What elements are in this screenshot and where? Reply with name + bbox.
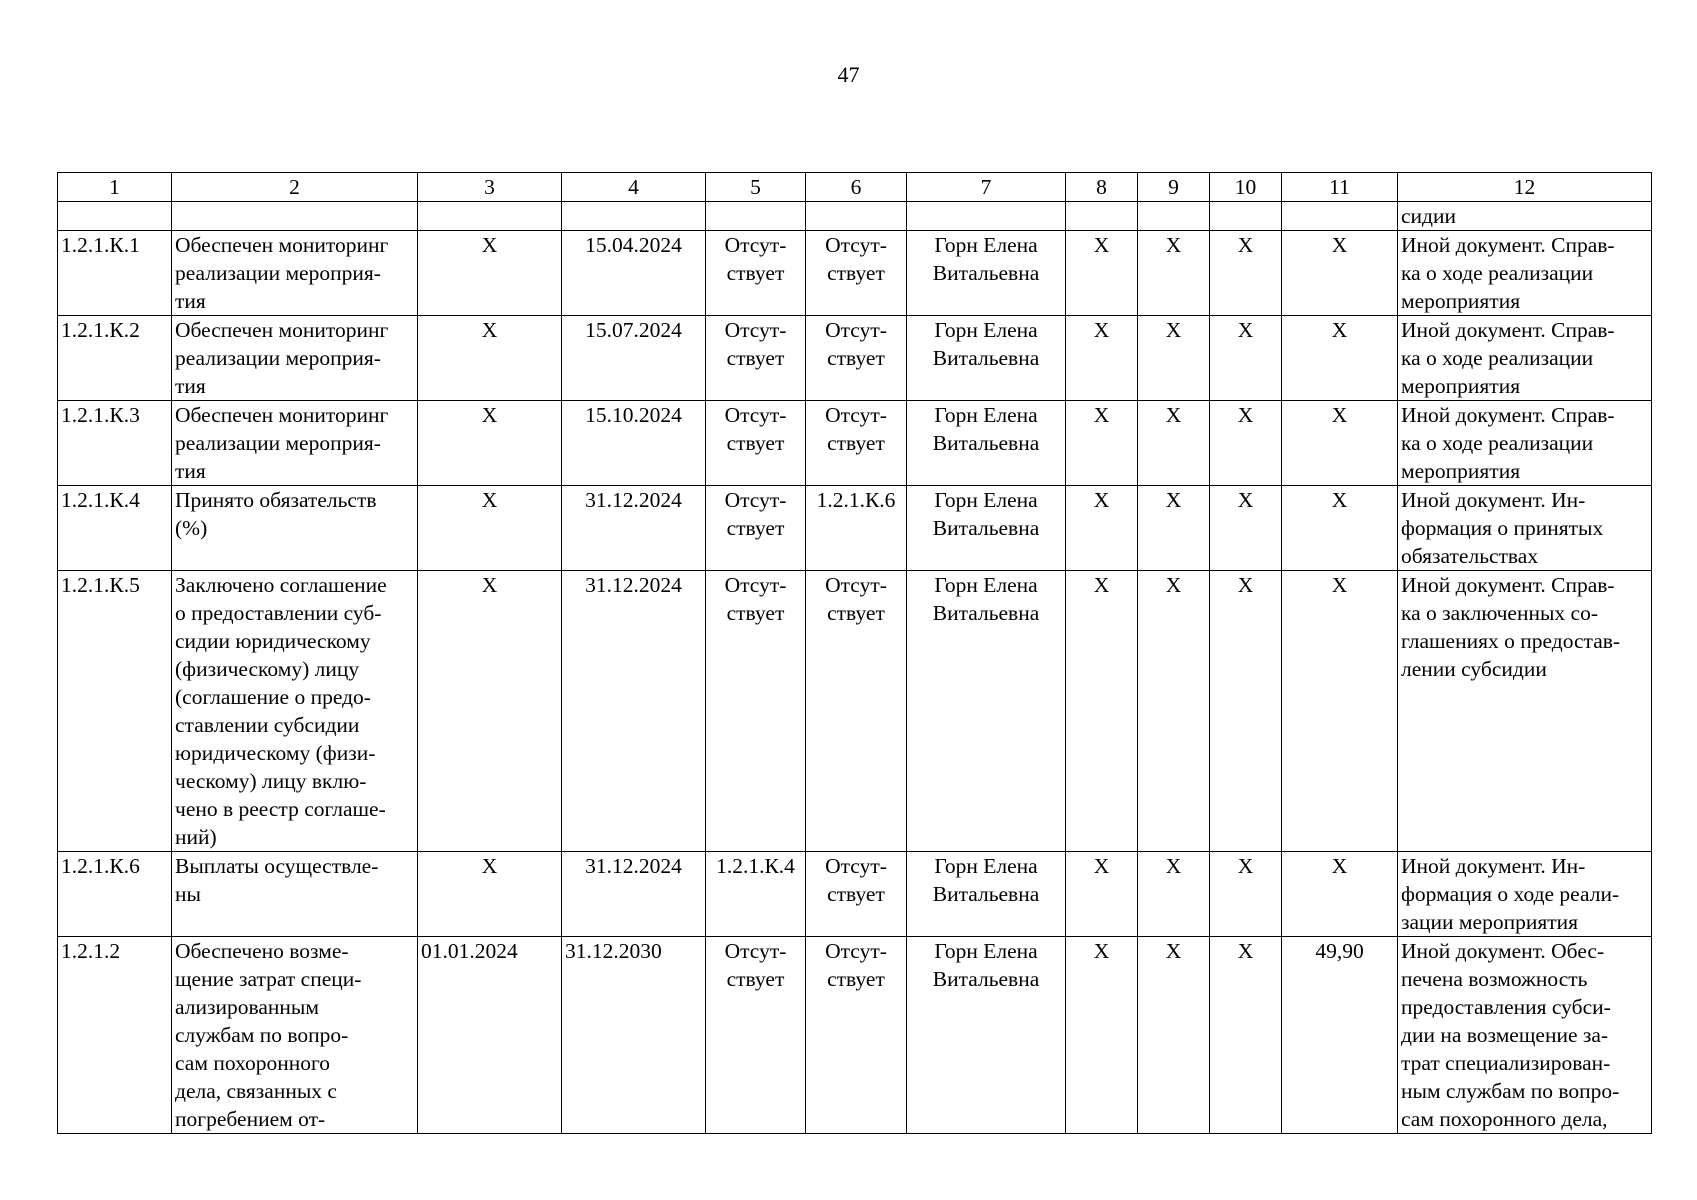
- table-row: [58, 571, 1652, 852]
- table-cell-c2: Принято обязательств (%): [172, 486, 418, 571]
- column-header: 5: [706, 173, 806, 202]
- table-cell-c5: [706, 202, 806, 231]
- table-cell-c7: Горн Елена Витальевна: [907, 937, 1066, 1134]
- table-cell-c2: Заключено соглашение о предоставлении суб- сидии юридическому (физическому) лицу (соглашение о предо- ставлении субсидии юридическому (физи- ческому) лицу вклю- чено в реестр соглаше- ний): [172, 571, 418, 852]
- table-cell-c10: X: [1210, 231, 1282, 316]
- table-row: [58, 852, 1652, 937]
- table-cell-c8: [1066, 202, 1138, 231]
- table-cell-c9: X: [1138, 571, 1210, 852]
- column-header: 1: [58, 173, 172, 202]
- table-cell-c3: X: [418, 486, 562, 571]
- table-row: [58, 486, 1652, 571]
- table-cell-c3: X: [418, 852, 562, 937]
- table-cell-c12: Иной документ. Справ- ка о ходе реализации мероприятия: [1398, 401, 1652, 486]
- table-cell-c2: Обеспечен мониторинг реализации мероприя- тия: [172, 316, 418, 401]
- table-cell-c3: X: [418, 571, 562, 852]
- table-cell-c8: X: [1066, 231, 1138, 316]
- table-cell-c6: Отсут- ствует: [806, 231, 907, 316]
- table-cell-c10: X: [1210, 401, 1282, 486]
- table-cell-c7: Горн Елена Витальевна: [907, 231, 1066, 316]
- table-cell-c7: Горн Елена Витальевна: [907, 401, 1066, 486]
- table-cell-c11: X: [1282, 316, 1398, 401]
- table-cell-c9: X: [1138, 231, 1210, 316]
- table-cell-c3: [418, 202, 562, 231]
- table-cell-c7: Горн Елена Витальевна: [907, 316, 1066, 401]
- table-cell-c1: 1.2.1.К.4: [58, 486, 172, 571]
- table-cell-c9: X: [1138, 937, 1210, 1134]
- table-cell-c4: [562, 202, 706, 231]
- table-cell-c11: X: [1282, 231, 1398, 316]
- table-cell-c4: 15.07.2024: [562, 316, 706, 401]
- table-cell-c6: Отсут- ствует: [806, 401, 907, 486]
- column-header: 3: [418, 173, 562, 202]
- column-header: 4: [562, 173, 706, 202]
- table-cell-c8: X: [1066, 486, 1138, 571]
- table-cell-c8: X: [1066, 937, 1138, 1134]
- table-cell-c4: 31.12.2024: [562, 852, 706, 937]
- table-cell-c11: X: [1282, 852, 1398, 937]
- table-cell-c8: X: [1066, 852, 1138, 937]
- table-cell-c7: Горн Елена Витальевна: [907, 486, 1066, 571]
- table-cell-c7: [907, 202, 1066, 231]
- table-cell-c1: 1.2.1.К.2: [58, 316, 172, 401]
- table-cell-c12: сидии: [1398, 202, 1652, 231]
- table-cell-c11: 49,90: [1282, 937, 1398, 1134]
- table-cell-c7: Горн Елена Витальевна: [907, 571, 1066, 852]
- table-cell-c6: Отсут- ствует: [806, 316, 907, 401]
- table-cell-c1: 1.2.1.2: [58, 937, 172, 1134]
- column-header: 12: [1398, 173, 1652, 202]
- table-cell-c6: Отсут- ствует: [806, 937, 907, 1134]
- table-cell-c12: Иной документ. Справ- ка о ходе реализации мероприятия: [1398, 316, 1652, 401]
- table-cell-c9: X: [1138, 852, 1210, 937]
- table-cell-c5: Отсут- ствует: [706, 401, 806, 486]
- table-cell-c1: 1.2.1.К.3: [58, 401, 172, 486]
- table-cell-c11: X: [1282, 571, 1398, 852]
- table-row: [58, 401, 1652, 486]
- table-cell-c12: Иной документ. Ин- формация о принятых обязательствах: [1398, 486, 1652, 571]
- table-cell-c4: 31.12.2024: [562, 571, 706, 852]
- table-cell-c12: Иной документ. Ин- формация о ходе реали- зации мероприятия: [1398, 852, 1652, 937]
- table-cell-c4: 31.12.2024: [562, 486, 706, 571]
- table-cell-c10: X: [1210, 937, 1282, 1134]
- table-cell-c10: [1210, 202, 1282, 231]
- column-header: 9: [1138, 173, 1210, 202]
- table-cell-c9: X: [1138, 486, 1210, 571]
- table-cell-c10: X: [1210, 486, 1282, 571]
- table-cell-c12: Иной документ. Справ- ка о заключенных со- глашениях о предостав- лении субсидии: [1398, 571, 1652, 852]
- table-cell-c4: 15.10.2024: [562, 401, 706, 486]
- table-cell-c8: X: [1066, 316, 1138, 401]
- table-cell-c2: Обеспечено возме- щение затрат специ- ализированным службам по вопро- сам похоронного дела, связанных с погребением от-: [172, 937, 418, 1134]
- table-cell-c10: X: [1210, 852, 1282, 937]
- table-cell-c10: X: [1210, 571, 1282, 852]
- table-row: [58, 937, 1652, 1134]
- column-header: 10: [1210, 173, 1282, 202]
- table-cell-c2: [172, 202, 418, 231]
- table-cell-c6: Отсут- ствует: [806, 852, 907, 937]
- table-cell-c2: Обеспечен мониторинг реализации мероприя- тия: [172, 401, 418, 486]
- table-cell-c11: [1282, 202, 1398, 231]
- table-cell-c1: 1.2.1.К.1: [58, 231, 172, 316]
- table-cell-c12: Иной документ. Обес- печена возможность предоставления субси- дии на возмещение за- трат специализирован- ным службам по вопро- сам похоронного дела,: [1398, 937, 1652, 1134]
- table-cell-c8: X: [1066, 571, 1138, 852]
- table-cell-c1: [58, 202, 172, 231]
- table-cell-c6: Отсут- ствует: [806, 571, 907, 852]
- table-cell-c5: Отсут- ствует: [706, 231, 806, 316]
- column-header: 8: [1066, 173, 1138, 202]
- table-cell-c6: [806, 202, 907, 231]
- table-cell-c7: Горн Елена Витальевна: [907, 852, 1066, 937]
- table-cell-c9: X: [1138, 401, 1210, 486]
- table-row: [58, 316, 1652, 401]
- table-cell-c3: 01.01.2024: [418, 937, 562, 1134]
- table-cell-c4: 31.12.2030: [562, 937, 706, 1134]
- column-header: 7: [907, 173, 1066, 202]
- table-cell-c2: Выплаты осуществле- ны: [172, 852, 418, 937]
- table-cell-c3: X: [418, 401, 562, 486]
- column-header: 11: [1282, 173, 1398, 202]
- table-cell-c5: 1.2.1.К.4: [706, 852, 806, 937]
- page-number: 47: [837, 62, 860, 87]
- table-cell-c2: Обеспечен мониторинг реализации мероприя- тия: [172, 231, 418, 316]
- table-cell-c8: X: [1066, 401, 1138, 486]
- table-cell-c5: Отсут- ствует: [706, 486, 806, 571]
- table-row: [58, 231, 1652, 316]
- table-cell-c12: Иной документ. Справ- ка о ходе реализации мероприятия: [1398, 231, 1652, 316]
- table-cell-c9: X: [1138, 316, 1210, 401]
- table-cell-c6: 1.2.1.К.6: [806, 486, 907, 571]
- table-cell-c9: [1138, 202, 1210, 231]
- table-cell-c11: X: [1282, 486, 1398, 571]
- table-cell-c3: X: [418, 316, 562, 401]
- activities-table: [57, 172, 1652, 1134]
- table-cell-c1: 1.2.1.К.5: [58, 571, 172, 852]
- table-cell-c1: 1.2.1.К.6: [58, 852, 172, 937]
- table-cell-c11: X: [1282, 401, 1398, 486]
- column-header: 2: [172, 173, 418, 202]
- table-row: [58, 202, 1652, 231]
- table-cell-c10: X: [1210, 316, 1282, 401]
- table-cell-c4: 15.04.2024: [562, 231, 706, 316]
- table-cell-c5: Отсут- ствует: [706, 937, 806, 1134]
- header-row: [58, 173, 1652, 202]
- column-header: 6: [806, 173, 907, 202]
- table-cell-c5: Отсут- ствует: [706, 316, 806, 401]
- table-cell-c5: Отсут- ствует: [706, 571, 806, 852]
- table-cell-c3: X: [418, 231, 562, 316]
